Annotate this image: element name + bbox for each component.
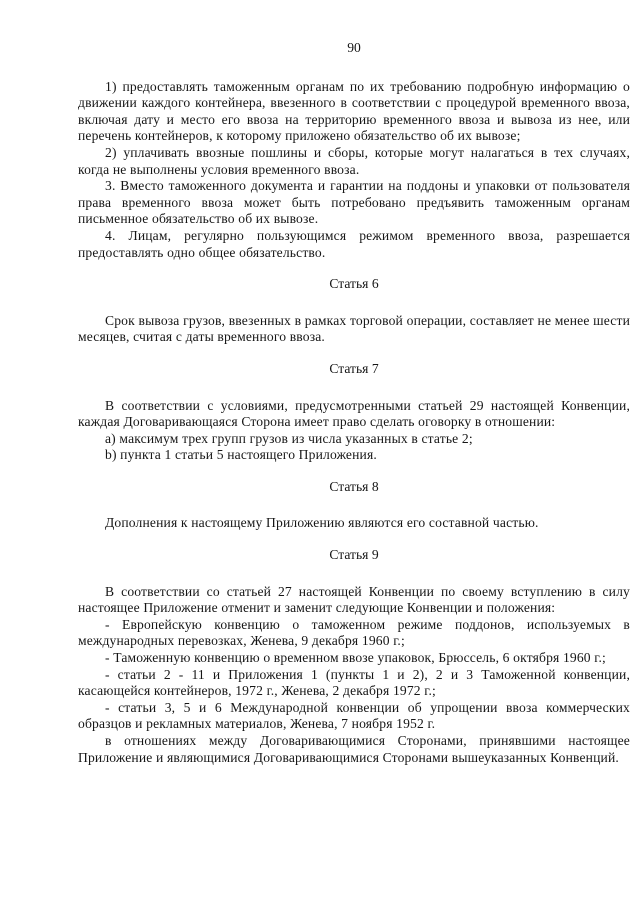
body-paragraph: в отношениях между Договаривающимися Сторонами, принявшими настоящее Приложение и являющимися Договаривающимися Сторонами вышеуказанных Конвенций.	[78, 733, 630, 765]
article-heading: Статья 6	[329, 276, 379, 292]
list-item-paragraph: - статьи 3, 5 и 6 Международной конвенции об упрощении ввоза коммерческих образцов и рекламных материалов, Женева, 7 ноября 1952 г.	[78, 699, 630, 732]
body-paragraph: Дополнения к настоящему Приложению являются его составной частью.	[105, 515, 539, 531]
article-heading: Статья 9	[329, 547, 379, 563]
body-paragraph: В соответствии с условиями, предусмотренными статьей 29 настоящей Конвенции, каждая Договаривающаяся Сторона имеет право сделать оговорку в отношении:	[78, 397, 630, 430]
body-paragraph: Срок вывоза грузов, ввезенных в рамках торговой операции, составляет не менее шести месяцев, считая с даты временного ввоза.	[78, 312, 630, 345]
body-paragraph: В соответствии со статьей 27 настоящей Конвенции по своему вступлению в силу настоящее Приложение отменит и заменит следующие Конвенции и положения:	[78, 583, 630, 616]
article-heading: Статья 7	[329, 360, 379, 376]
page-number: 90	[347, 40, 361, 55]
body-paragraph: 1) предоставлять таможенным органам по их требованию подробную информацию о движении каждого контейнера, ввезенного в соответствии с процедурой временного ввоза, включая дату и место его ввоза на территорию временного ввоза и вывоза из нее, или перечень контейнеров, к которому приложено обязательство об их вывозе;	[78, 78, 630, 144]
list-item-paragraph: - статьи 2 - 11 и Приложения 1 (пункты 1 и 2), 2 и 3 Таможенной конвенции, касающейся контейнеров, 1972 г., Женева, 2 декабря 1972 г.;	[78, 666, 630, 699]
list-item-paragraph: а) максимум трех групп грузов из числа указанных в статье 2;	[105, 430, 473, 446]
list-item-paragraph: - Европейскую конвенцию о таможенном режиме поддонов, используемых в международных перевозках, Женева, 9 декабря 1960 г.;	[78, 616, 630, 649]
list-item-paragraph: - Таможенную конвенцию о временном ввозе упаковок, Брюссель, 6 октября 1960 г.;	[105, 650, 606, 666]
body-paragraph: 4. Лицам, регулярно пользующимся режимом временного ввоза, разрешается предоставлять одно общее обязательство.	[78, 227, 630, 260]
list-item-paragraph: b) пункта 1 статьи 5 настоящего Приложения.	[105, 447, 377, 463]
body-paragraph: 2) уплачивать ввозные пошлины и сборы, которые могут налагаться в тех случаях, когда не выполнены условия временного ввоза.	[78, 144, 630, 177]
body-paragraph: 3. Вместо таможенного документа и гарантии на поддоны и упаковки от пользователя права временного ввоза может быть потребовано предъявить таможенным органам письменное обязательство об их вывозе.	[78, 178, 630, 227]
article-heading: Статья 8	[329, 478, 379, 494]
